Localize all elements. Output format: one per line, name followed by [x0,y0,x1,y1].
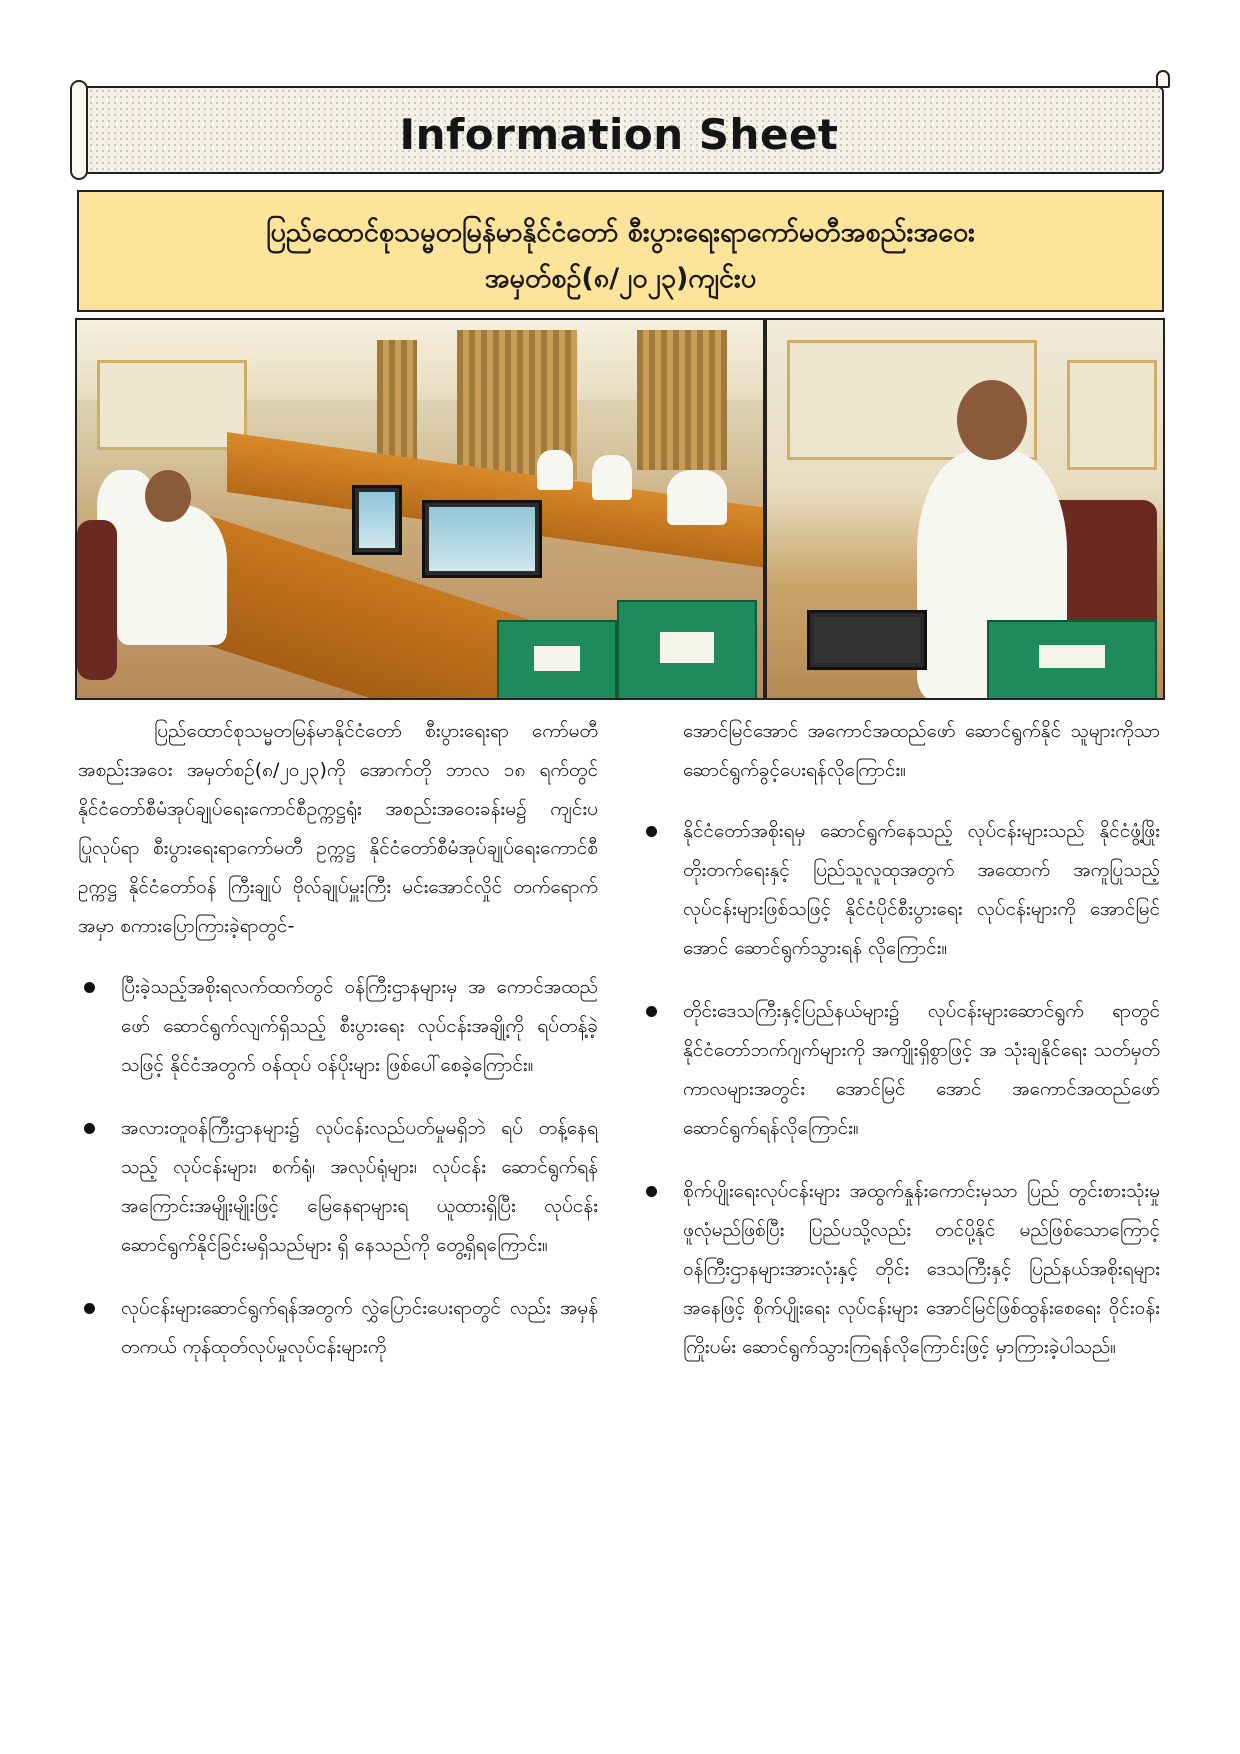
list-item: တိုင်းဒေသကြီးနှင့်ပြည်နယ်များ၌ လုပ်ငန်းများဆောင်ရွက် ရာတွင် နိုင်ငံတော်ဘက်ဂျက်များကို အကျိုးရှိစွာဖြင့် အ သုံးချနိုင်ရေး သတ်မှတ်ကာလများအတွင်း အောင်မြင် အောင် အကောင်အထည်ဖော် ဆောင်ရွက်ရန်လိုကြောင်း။ [640,992,1160,1148]
headline-line-1: ပြည်ထောင်စုသမ္မတမြန်မာနိုင်ငံတော် စီးပွားရေးရာကော်မတီအစည်းအဝေး [265,217,975,248]
bullet-icon [84,982,95,993]
page-title: Information Sheet [399,110,839,159]
bullet-icon [646,1186,657,1197]
bullet-list-right [640,812,1160,1367]
list-item: စိုက်ပျိုးရေးလုပ်ငန်းများ အထွက်နှုန်းကောင်းမှသာ ပြည် တွင်းစားသုံးမှုဖူလုံမည်ဖြစ်ပြီး ပြည်ပသို့လည်း တင်ပို့နိုင် မည်ဖြစ်သောကြောင့် ဝန်ကြီးဌာနများအားလုံးနှင့် တိုင်း ဒေသကြီးနှင့် ပြည်နယ်အစိုးရများအနေဖြင့် စိုက်ပျိုးရေး လုပ်ငန်းများ အောင်မြင်ဖြစ်ထွန်းစေရေး ဝိုင်းဝန်းကြိုးပမ်း ဆောင်ရွက်သွားကြရန်လိုကြောင်းဖြင့် မှာကြားခဲ့ပါသည်။ [640,1172,1160,1367]
meeting-room-photo [77,320,763,698]
continuation-paragraph: အောင်မြင်အောင် အကောင်အထည်ဖော် ဆောင်ရွက်နိုင် သူများကိုသာ ဆောင်ရွက်ခွင့်ပေးရန်လိုကြောင်း။ [683,720,1160,781]
bullet-icon [84,1303,95,1314]
headline-line-2: အမှတ်စဉ်(၈/၂၀၂၃)ကျင်းပ [484,263,757,294]
list-item: ပြီးခဲ့သည့်အစိုးရလက်ထက်တွင် ဝန်ကြီးဌာနများမှ အ ကောင်အထည်ဖော် ဆောင်ရွက်လျက်ရှိသည့် စီးပွားရေး လုပ်ငန်းအချို့ကို ရပ်တန့်ခဲ့သဖြင့် နိုင်ငံအတွက် ဝန်ထုပ် ဝန်ပိုးများ ဖြစ်ပေါ်စေခဲ့ကြောင်း။ [78,968,598,1085]
title-banner [74,86,1164,174]
bullet-icon [646,826,657,837]
speaker-photo [767,320,1163,698]
text-column-left [78,712,598,1391]
list-item: အလားတူဝန်ကြီးဌာနများ၌ လုပ်ငန်းလည်ပတ်မှုမရှိဘဲ ရပ် တန့်နေရသည့် လုပ်ငန်းများ၊ စက်ရုံ၊ အလုပ်ရုံများ၊ လုပ်ငန်း ဆောင်ရွက်ရန် အကြောင်းအမျိုးမျိုးဖြင့် မြေနေရာများရ ယူထားရှိပြီး လုပ်ငန်းဆောင်ရွက်နိုင်ခြင်းမရှိသည်များ ရှိ နေသည်ကို တွေ့ရှိရကြောင်း။ [78,1109,598,1265]
bullet-icon [646,1006,657,1017]
text-column-right [640,712,1160,1391]
headline-box [77,190,1164,312]
bullet-list-left [78,968,598,1367]
bullet-icon [84,1123,95,1134]
intro-paragraph: ပြည်ထောင်စုသမ္မတမြန်မာနိုင်ငံတော် စီးပွားရေးရာ ကော်မတီအစည်းအဝေး အမှတ်စဉ်(၈/၂၀၂၃)ကို အောက်တို ဘာလ ၁၈ ရက်တွင် နိုင်ငံတော်စီမံအုပ်ချုပ်ရေးကောင်စီဥက္ကဋ္ဌရုံး အစည်းအဝေးခန်းမ၌ ကျင်းပပြုလုပ်ရာ စီးပွားရေးရာကော်မတီ ဥက္ကဋ္ဌ နိုင်ငံတော်စီမံအုပ်ချုပ်ရေးကောင်စီဥက္ကဋ္ဌ နိုင်ငံတော်ဝန် ကြီးချုပ် ဗိုလ်ချုပ်မှူးကြီး မင်းအောင်လှိုင် တက်ရောက်အမှာ စကားပြောကြားခဲ့ရာတွင်- [78,720,598,937]
photo-strip [75,318,1165,700]
scroll-curl-right [1156,70,1170,88]
list-item: လုပ်ငန်းများဆောင်ရွက်ရန်အတွက် လွှဲပြောင်းပေးရာတွင် လည်း အမှန်တကယ် ကုန်ထုတ်လုပ်မှုလုပ်ငန်းများကို [78,1289,598,1367]
list-item: နိုင်ငံတော်အစိုးရမှ ဆောင်ရွက်နေသည့် လုပ်ငန်းများသည် နိုင်ငံဖွံ့ဖြိုးတိုးတက်ရေးနှင့် ပြည်သူလူထုအတွက် အထောက် အကူပြုသည့် လုပ်ငန်းများဖြစ်သဖြင့် နိုင်ငံပိုင်စီးပွားရေး လုပ်ငန်းများကို အောင်မြင်အောင် ဆောင်ရွက်သွားရန် လိုကြောင်း။ [640,812,1160,968]
